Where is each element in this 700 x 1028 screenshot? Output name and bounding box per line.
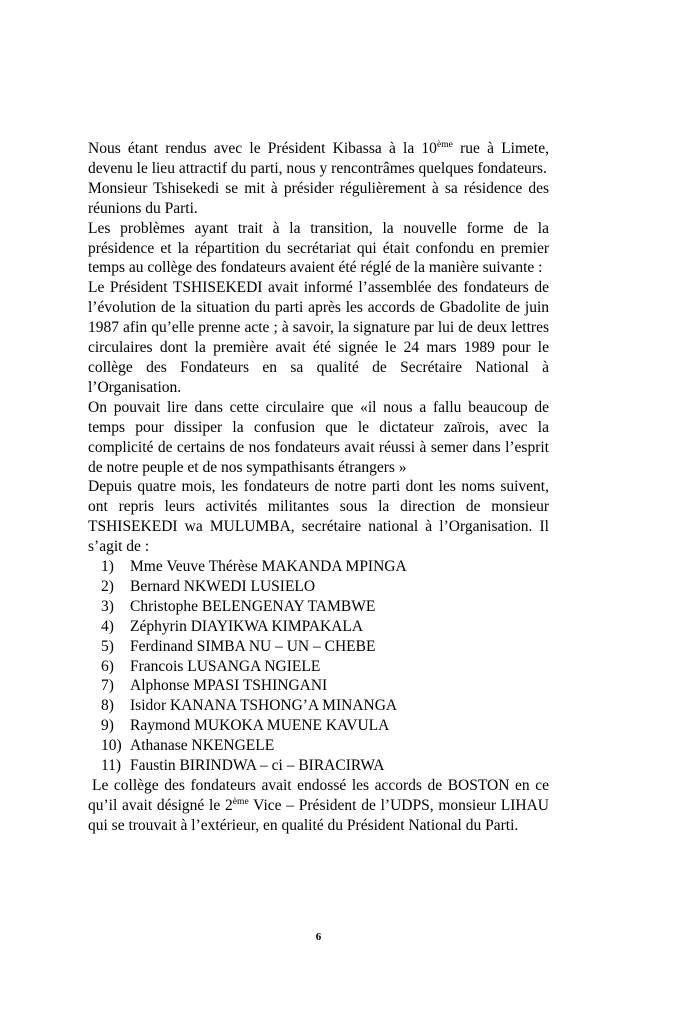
paragraph-college-text-cont: Vice – Président de l’UDPS, monsieur LIHAU qui se trouvait à l’extérieur, en qualité du Président National du Parti. xyxy=(88,796,549,834)
paragraph-problemes-transition: Les problèmes ayant trait à la transition, la nouvelle forme de la présidence et la répartition du secrétariat qui était confondu en premier temps au collège des fondateurs avaient été réglé de la manière suivante : xyxy=(88,219,549,277)
list-item-name: Christophe BELENGENAY TAMBWE xyxy=(130,597,376,615)
list-item xyxy=(88,557,549,577)
list-item-number: 7) xyxy=(101,677,114,695)
list-item-number: 2) xyxy=(101,577,114,595)
list-item-number: 8) xyxy=(101,697,114,715)
list-item xyxy=(88,577,549,597)
list-item xyxy=(88,637,549,657)
ordinal-superscript: ème xyxy=(232,795,249,807)
list-item-name: Alphonse MPASI TSHINGANI xyxy=(130,677,328,695)
paragraph-president-informe: Le Président TSHISEKEDI avait informé l’assemblée des fondateurs de l’évolution de la situation du parti après les accords de Gbadolite de juin 1987 afin qu’elle prenne acte ; à savoir, la signature par lui de deux lettres circulaires dont la première avait été signée le 24 mars 1989 pour le collège des Fondateurs en sa qualité de Secrétaire National à l’Organisation. xyxy=(88,279,549,396)
paragraph-intro-text: Nous étant rendus avec le Président Kibassa à la 10 xyxy=(88,140,437,157)
list-item-name: Bernard NKWEDI LUSIELO xyxy=(130,577,316,595)
list-item-name: Isidor KANANA TSHONG’A MINANGA xyxy=(130,697,398,715)
text-block xyxy=(88,139,549,836)
list-item-name: Athanase NKENGELE xyxy=(130,737,275,755)
list-item-number: 4) xyxy=(101,617,114,635)
list-item-name: Francois LUSANGA NGIELE xyxy=(130,657,321,675)
founders-list xyxy=(88,557,549,776)
list-item-name: Raymond MUKOKA MUENE KAVULA xyxy=(130,717,390,735)
list-item xyxy=(88,716,549,736)
paragraph-college-boston xyxy=(88,776,549,836)
list-item-number: 1) xyxy=(101,558,114,576)
paragraph-intro-text-cont: rue à Limete, devenu le lieu attractif du parti, nous y rencontrâmes quelques fondateurs. xyxy=(88,140,549,177)
list-item-name: Faustin BIRINDWA – ci – BIRACIRWA xyxy=(130,757,385,775)
list-item xyxy=(88,597,549,617)
list-item-name: Zéphyrin DIAYIKWA KIMPAKALA xyxy=(130,617,364,635)
list-item-number: 5) xyxy=(101,637,114,655)
list-item xyxy=(88,696,549,716)
paragraph-college-text: Le collège des fondateurs avait endossé les accords de BOSTON en ce qu’il avait désigné le 2 xyxy=(88,777,549,814)
list-item-name: Mme Veuve Thérèse MAKANDA MPINGA xyxy=(130,558,407,576)
list-item xyxy=(88,676,549,696)
list-item-number: 11) xyxy=(101,757,122,775)
list-item xyxy=(88,657,549,677)
ordinal-superscript: ème xyxy=(436,138,453,150)
list-item xyxy=(88,756,549,776)
paragraph-intro xyxy=(88,139,549,179)
list-item-name: Ferdinand SIMBA NU – UN – CHEBE xyxy=(130,637,376,655)
list-item-number: 3) xyxy=(101,597,114,615)
page-number: 6 xyxy=(315,931,322,943)
list-item-number: 10) xyxy=(101,737,122,755)
paragraph-tshisekedi-preside: Monsieur Tshisekedi se mit à présider régulièrement à sa résidence des réunions du Parti. xyxy=(88,179,549,217)
paragraph-depuis-quatre-mois: Depuis quatre mois, les fondateurs de notre parti dont les noms suivent, ont repris leurs activités militantes sous la direction de monsieur TSHISEKEDI wa MULUMBA, secrétaire national à l’Organisation. Il s’agit de : xyxy=(88,478,549,556)
list-item xyxy=(88,617,549,637)
list-item-number: 9) xyxy=(101,717,114,735)
list-item-number: 6) xyxy=(101,657,114,675)
list-item xyxy=(88,736,549,756)
paragraph-circulaire-citation: On pouvait lire dans cette circulaire que «il nous a fallu beaucoup de temps pour dissiper la confusion que le dictateur zaïrois, avec la complicité de certains de nos fondateurs avait réussi à semer dans l’esprit de notre peuple et de nos sympathisants étrangers » xyxy=(88,398,549,476)
